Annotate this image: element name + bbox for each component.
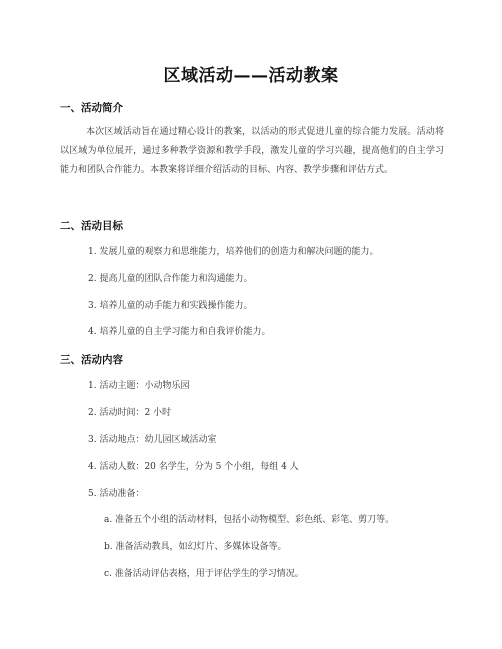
section-heading-goals: 二、活动目标: [60, 220, 123, 232]
preparation-subitem: a. 准备五个小组的活动材料，包括小动物模型、彩色纸、彩笔、剪刀等。: [104, 515, 395, 525]
section-heading-content: 三、活动内容: [60, 354, 123, 366]
goal-item: 2. 提高儿童的团队合作能力和沟通能力。: [88, 274, 253, 284]
goal-item: 1. 发展儿童的观察力和思维能力，培养他们的创造力和解决问题的能力。: [88, 247, 379, 257]
goal-item: 4. 培养儿童的自主学习能力和自我评价能力。: [88, 327, 271, 337]
preparation-subitem: b. 准备活动教具，如幻灯片、多媒体设备等。: [104, 542, 287, 552]
content-item: 1. 活动主题：小动物乐园: [88, 381, 190, 391]
document-title: 区域活动——活动教案: [163, 66, 339, 86]
section-heading-intro: 一、活动简介: [60, 102, 123, 114]
content-item: 3. 活动地点：幼儿园区域活动室: [88, 435, 217, 445]
content-item: 2. 活动时间：2 小时: [88, 408, 172, 418]
intro-paragraph: 本次区域活动旨在通过精心设计的教案，以活动的形式促进儿童的综合能力发展。活动将以区域为单位展开，通过多种教学资源和教学手段，激发儿童的学习兴趣，提高他们的自主学习能力和团队合作能力。本教案将详细介绍活动的目标、内容、教学步骤和评估方式。: [60, 127, 444, 175]
content-item: 5. 活动准备：: [88, 489, 145, 499]
goal-item: 3. 培养儿童的动手能力和实践操作能力。: [88, 301, 253, 311]
preparation-subitem: c. 准备活动评估表格，用于评估学生的学习情况。: [104, 569, 304, 579]
content-item: 4. 活动人数：20 名学生，分为 5 个小组，每组 4 人: [88, 462, 299, 472]
